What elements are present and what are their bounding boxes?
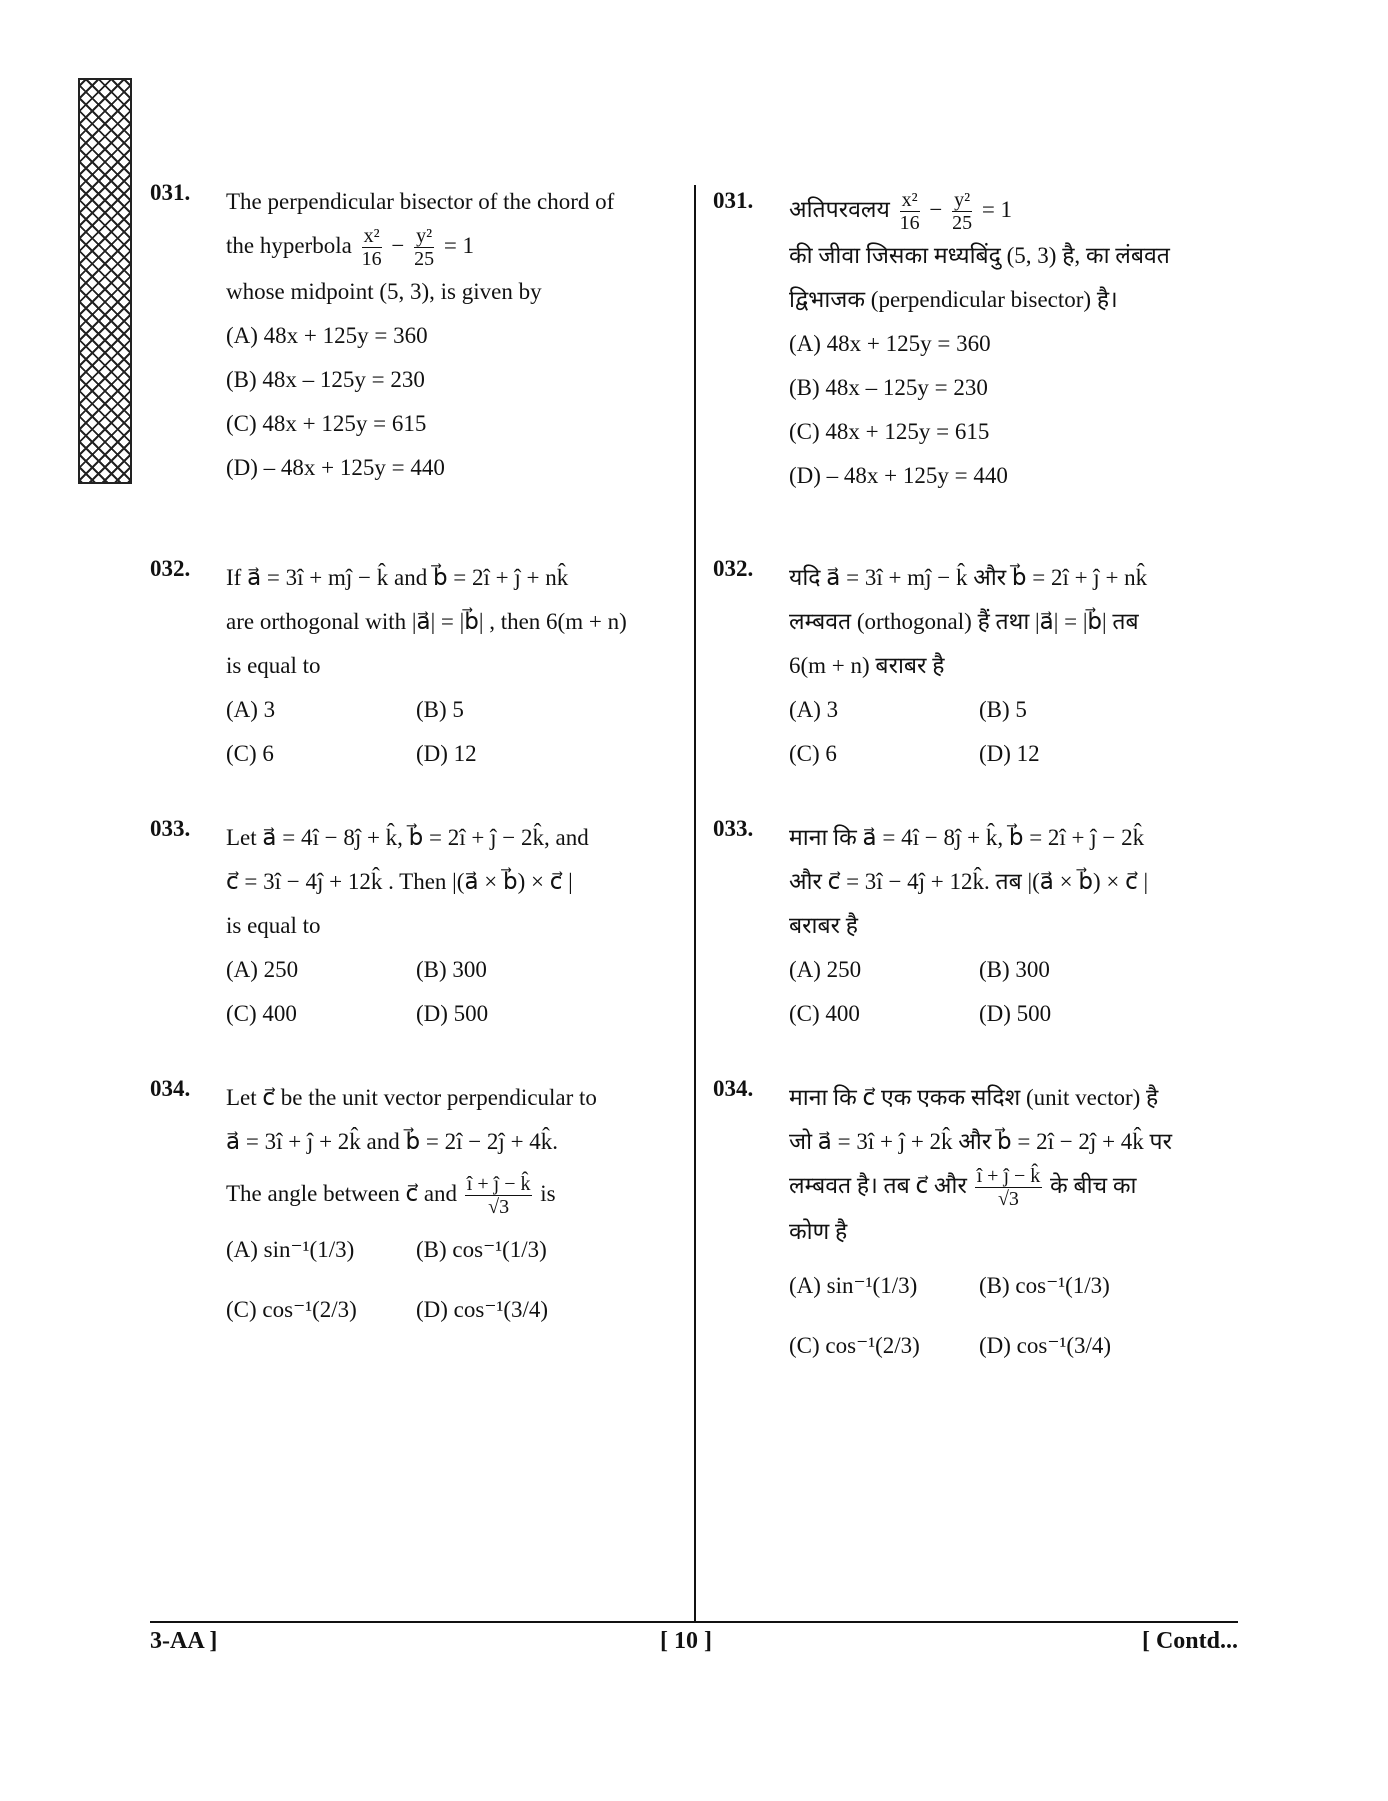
question-text: c⃗ = 3î − 4ĵ + 12k̂ . Then |(a⃗ × b⃗) × c⃗ |: [226, 869, 573, 894]
option[interactable]: (B) 48x – 125y = 230: [226, 367, 425, 393]
option[interactable]: (A) 48x + 125y = 360: [789, 331, 991, 357]
question-number: 032.: [150, 556, 191, 581]
question-text: जो a⃗ = 3î + ĵ + 2k̂ और b⃗ = 2î − 2ĵ + 4k̂ पर: [789, 1129, 1173, 1154]
question-text: माना कि a⃗ = 4î − 8ĵ + k̂, b⃗ = 2î + ĵ − 2k̂: [789, 825, 1145, 850]
option[interactable]: (C) 6: [226, 741, 274, 766]
question-text: The perpendicular bisector of the chord of: [226, 189, 615, 214]
option[interactable]: (C) cos⁻¹(2/3): [226, 1297, 357, 1323]
question-text: If a⃗ = 3î + mĵ − k̂ and b⃗ = 2î + ĵ + nk̂: [226, 565, 569, 590]
decorative-border: [78, 78, 132, 484]
question-text: is equal to: [226, 913, 321, 938]
fraction: $\frac{\text{x²}}{16}$: [361, 225, 382, 271]
option[interactable]: (A) 250: [789, 957, 862, 982]
question-number: 034.: [713, 1076, 754, 1101]
option[interactable]: (C) 48x + 125y = 615: [789, 419, 990, 445]
question-text: 6(m + n) बराबर है: [789, 653, 945, 678]
option[interactable]: (B) 300: [979, 957, 1050, 982]
option[interactable]: (D) 12: [979, 741, 1040, 766]
question-number: 031.: [150, 180, 191, 205]
option[interactable]: (D) cos⁻¹(3/4): [416, 1297, 549, 1323]
fraction: $\frac{\text{y²}}{25}$: [952, 189, 973, 235]
column-divider: [694, 185, 696, 1621]
fraction: $\frac{\text{y²}}{25}$: [414, 225, 435, 271]
option[interactable]: (A) 3: [226, 697, 276, 722]
option[interactable]: (C) 48x + 125y = 615: [226, 411, 427, 437]
option[interactable]: (A) 48x + 125y = 360: [226, 323, 428, 349]
option[interactable]: (B) cos⁻¹(1/3): [416, 1237, 547, 1263]
option[interactable]: (D) – 48x + 125y = 440: [226, 455, 445, 481]
option[interactable]: (B) 48x – 125y = 230: [789, 375, 988, 401]
option[interactable]: (C) cos⁻¹(2/3): [789, 1333, 920, 1359]
question-text: लम्बवत (orthogonal) हैं तथा |a⃗| = |b⃗| तब: [789, 609, 1139, 634]
question-text: Let a⃗ = 4î − 8ĵ + k̂, b⃗ = 2î + ĵ − 2k̂, and: [226, 825, 589, 850]
option[interactable]: (A) sin⁻¹(1/3): [789, 1273, 918, 1299]
fraction: $\frac{î + ĵ - k̂}{√3}$: [976, 1165, 1041, 1211]
question-text: is equal to: [226, 653, 321, 678]
question-text: माना कि c⃗ एक एकक सदिश (unit vector) है: [789, 1085, 1159, 1110]
question-text: are orthogonal with |a⃗| = |b⃗| , then 6(m + n): [226, 609, 627, 634]
option[interactable]: (B) 5: [979, 697, 1027, 722]
option[interactable]: (C) 6: [789, 741, 837, 766]
option[interactable]: (D) – 48x + 125y = 440: [789, 463, 1008, 489]
question-number: 033.: [150, 816, 191, 841]
question-text: The angle between c⃗ and $\frac{î + ĵ - k̂}{√3}$ is: [226, 1173, 556, 1219]
option[interactable]: (D) 500: [979, 1001, 1052, 1026]
question-text: the hyperbola $\frac{\text{x²}}{16}$ − $\frac{\text{y²}}{25}$ = 1: [226, 225, 475, 271]
option[interactable]: (B) 5: [416, 697, 464, 722]
question-number: 032.: [713, 556, 754, 581]
question-text: और c⃗ = 3î − 4ĵ + 12k̂. तब |(a⃗ × b⃗) × c⃗ |: [789, 869, 1149, 894]
continued-label: [ Contd...: [1141, 1628, 1238, 1654]
option[interactable]: (C) 400: [226, 1001, 297, 1026]
page-number: [ 10 ]: [660, 1628, 712, 1654]
question-number: 031.: [713, 188, 754, 213]
question-text: Let c⃗ be the unit vector perpendicular to: [226, 1085, 597, 1110]
question-text: बराबर है: [789, 913, 858, 938]
paper-code: 3-AA ]: [150, 1628, 218, 1654]
question-text: कोण है: [789, 1219, 848, 1245]
fraction: $\frac{î + ĵ - k̂}{√3}$: [466, 1173, 531, 1219]
question-number: 033.: [713, 816, 754, 841]
question-text: यदि a⃗ = 3î + mĵ − k̂ और b⃗ = 2î + ĵ + nk̂: [789, 565, 1148, 590]
question-text: लम्बवत है। तब c⃗ और $\frac{î + ĵ - k̂}{√3}$ के बीच का: [789, 1165, 1137, 1211]
question-text: whose midpoint (5, 3), is given by: [226, 279, 542, 305]
option[interactable]: (D) 500: [416, 1001, 489, 1026]
option[interactable]: (D) 12: [416, 741, 477, 766]
fraction: $\frac{\text{x²}}{16}$: [899, 189, 920, 235]
option[interactable]: (C) 400: [789, 1001, 860, 1026]
option[interactable]: (B) cos⁻¹(1/3): [979, 1273, 1110, 1299]
question-text: अतिपरवलय $\frac{\text{x²}}{16}$ − $\frac{\text{y²}}{25}$ = 1: [789, 189, 1013, 235]
footer-rule: [150, 1621, 1238, 1623]
option[interactable]: (A) 3: [789, 697, 839, 722]
option[interactable]: (A) 250: [226, 957, 299, 982]
option[interactable]: (D) cos⁻¹(3/4): [979, 1333, 1112, 1359]
question-number: 034.: [150, 1076, 191, 1101]
question-text: की जीवा जिसका मध्यबिंदु (5, 3) है, का लंबवत: [789, 243, 1170, 269]
question-text: a⃗ = 3î + ĵ + 2k̂ and b⃗ = 2î − 2ĵ + 4k̂.: [226, 1129, 559, 1154]
option[interactable]: (B) 300: [416, 957, 487, 982]
question-text: द्विभाजक (perpendicular bisector) है।: [789, 287, 1118, 313]
option[interactable]: (A) sin⁻¹(1/3): [226, 1237, 355, 1263]
